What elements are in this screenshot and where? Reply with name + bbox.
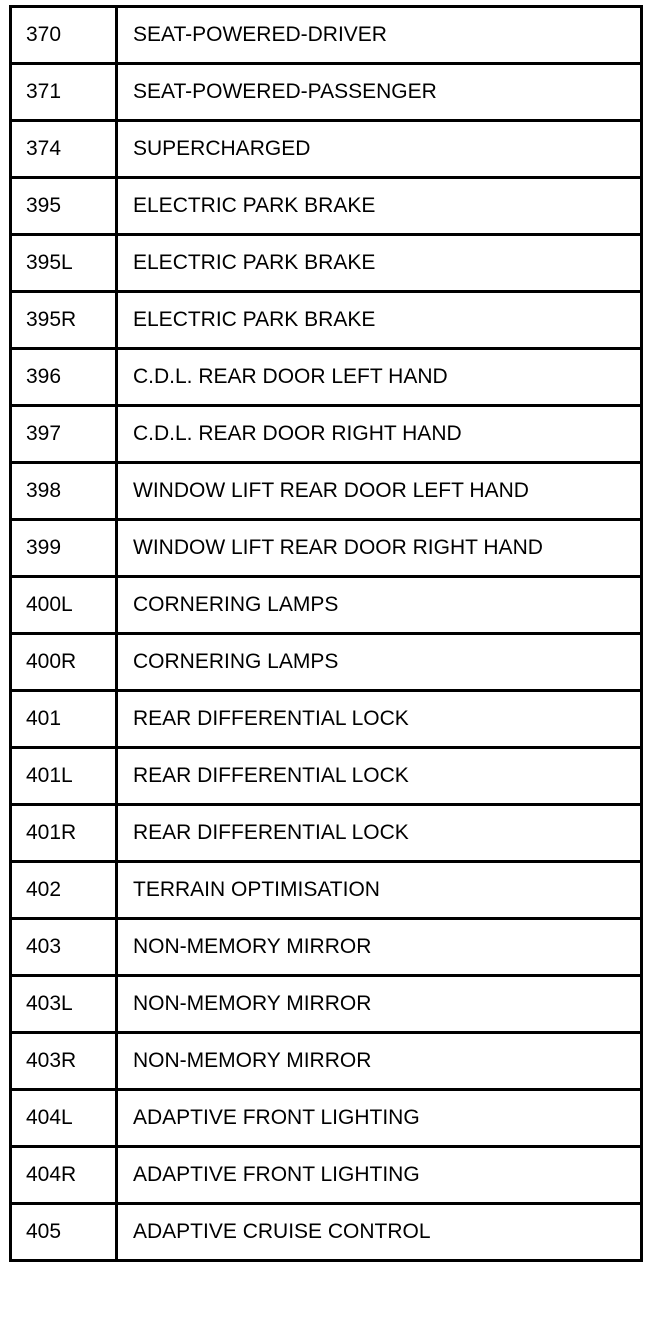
option-description-cell: ADAPTIVE FRONT LIGHTING xyxy=(117,1090,642,1147)
table-row xyxy=(11,463,642,520)
option-code-cell: 371 xyxy=(11,64,117,121)
option-description-cell: C.D.L. REAR DOOR RIGHT HAND xyxy=(117,406,642,463)
option-code-cell: 403R xyxy=(11,1033,117,1090)
option-code-cell: 401 xyxy=(11,691,117,748)
table-row xyxy=(11,805,642,862)
table-row xyxy=(11,235,642,292)
option-code-cell: 399 xyxy=(11,520,117,577)
option-code-cell: 370 xyxy=(11,7,117,64)
option-code-cell: 401R xyxy=(11,805,117,862)
option-description-cell: CORNERING LAMPS xyxy=(117,634,642,691)
table-row xyxy=(11,1033,642,1090)
option-code-cell: 404R xyxy=(11,1147,117,1204)
option-code-cell: 395R xyxy=(11,292,117,349)
option-description-cell: CORNERING LAMPS xyxy=(117,577,642,634)
table-row xyxy=(11,862,642,919)
table-row xyxy=(11,292,642,349)
option-description-cell: REAR DIFFERENTIAL LOCK xyxy=(117,691,642,748)
option-description-cell: WINDOW LIFT REAR DOOR LEFT HAND xyxy=(117,463,642,520)
option-code-cell: 404L xyxy=(11,1090,117,1147)
option-code-cell: 395 xyxy=(11,178,117,235)
option-description-cell: REAR DIFFERENTIAL LOCK xyxy=(117,748,642,805)
table-row xyxy=(11,178,642,235)
table-row xyxy=(11,919,642,976)
table-row xyxy=(11,1090,642,1147)
table-row xyxy=(11,520,642,577)
option-description-cell: SEAT-POWERED-PASSENGER xyxy=(117,64,642,121)
table-row xyxy=(11,1147,642,1204)
table-row xyxy=(11,121,642,178)
option-code-cell: 400L xyxy=(11,577,117,634)
table-row xyxy=(11,64,642,121)
table-row xyxy=(11,748,642,805)
option-description-cell: NON-MEMORY MIRROR xyxy=(117,976,642,1033)
table-row xyxy=(11,634,642,691)
option-description-cell: ELECTRIC PARK BRAKE xyxy=(117,235,642,292)
option-description-cell: ADAPTIVE FRONT LIGHTING xyxy=(117,1147,642,1204)
option-description-cell: WINDOW LIFT REAR DOOR RIGHT HAND xyxy=(117,520,642,577)
option-code-cell: 403L xyxy=(11,976,117,1033)
table-row xyxy=(11,1204,642,1261)
option-code-cell: 398 xyxy=(11,463,117,520)
option-code-table xyxy=(9,5,643,1262)
table-row xyxy=(11,691,642,748)
option-code-cell: 400R xyxy=(11,634,117,691)
option-description-cell: SUPERCHARGED xyxy=(117,121,642,178)
option-description-cell: TERRAIN OPTIMISATION xyxy=(117,862,642,919)
option-description-cell: REAR DIFFERENTIAL LOCK xyxy=(117,805,642,862)
option-code-cell: 397 xyxy=(11,406,117,463)
option-description-cell: C.D.L. REAR DOOR LEFT HAND xyxy=(117,349,642,406)
option-description-cell: ELECTRIC PARK BRAKE xyxy=(117,178,642,235)
option-code-cell: 396 xyxy=(11,349,117,406)
option-code-cell: 374 xyxy=(11,121,117,178)
option-code-cell: 403 xyxy=(11,919,117,976)
option-description-cell: ADAPTIVE CRUISE CONTROL xyxy=(117,1204,642,1261)
option-description-cell: SEAT-POWERED-DRIVER xyxy=(117,7,642,64)
option-code-cell: 395L xyxy=(11,235,117,292)
option-code-cell: 401L xyxy=(11,748,117,805)
option-code-cell: 402 xyxy=(11,862,117,919)
table-row xyxy=(11,7,642,64)
table-row xyxy=(11,406,642,463)
option-code-cell: 405 xyxy=(11,1204,117,1261)
option-code-table-body xyxy=(11,7,642,1261)
option-description-cell: ELECTRIC PARK BRAKE xyxy=(117,292,642,349)
option-description-cell: NON-MEMORY MIRROR xyxy=(117,1033,642,1090)
table-row xyxy=(11,976,642,1033)
table-row xyxy=(11,349,642,406)
table-row xyxy=(11,577,642,634)
option-description-cell: NON-MEMORY MIRROR xyxy=(117,919,642,976)
